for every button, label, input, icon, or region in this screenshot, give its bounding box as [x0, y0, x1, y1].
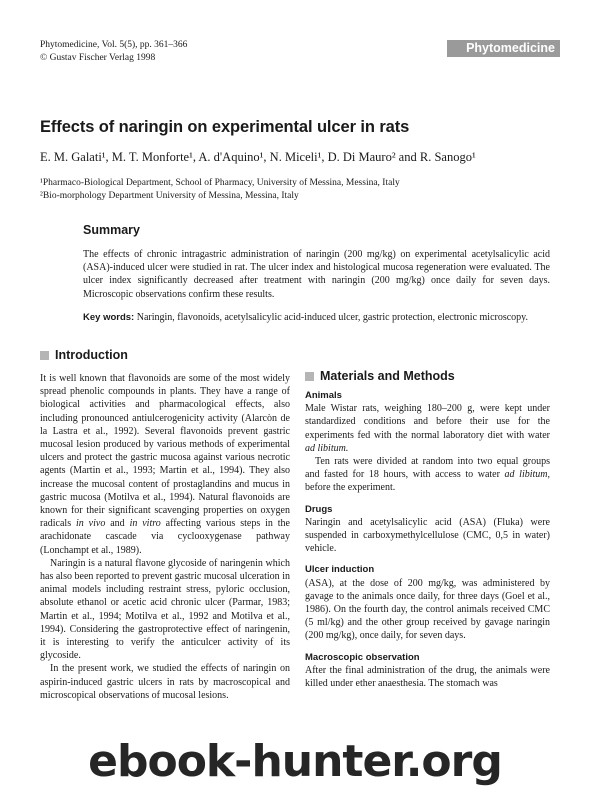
intro-paragraph-3: In the present work, we studied the effects of naringin on aspirin-induced gastric ulcers in rats by macroscopical and microscopical observations of mucosal lesions.: [40, 663, 290, 701]
ulcer-induction-subheading: Ulcer induction: [305, 564, 375, 576]
affiliation-1: ¹Pharmaco-Biological Department, School of Pharmacy, University of Messina, Messina, Italy: [40, 178, 400, 188]
macroscopic-subheading: Macroscopic observation: [305, 651, 420, 663]
summary-heading: Summary: [83, 223, 140, 237]
animals-paragraph-1: Male Wistar rats, weighing 180–200 g, were kept under standardized conditions and before their use for the experiments fed with the normal laboratory diet with water ad libitum.: [305, 403, 550, 454]
article-title: Effects of naringin on experimental ulcer in rats: [40, 118, 410, 136]
ulcer-induction-paragraph: (ASA), at the dose of 200 mg/kg, was administered by gavage to the animals once daily, for three days (Goel et al., 1986). On the fourth day, the control animals received CMC (5 ml/kg) and the other group received by gavage naringin (200 mg/kg), once daily, for seven days.: [305, 577, 550, 642]
animals-paragraph-2: Ten rats were divided at random into two equal groups and fasted for 18 hours, with access to water ad libitum, before the experiment.: [305, 456, 550, 494]
macroscopic-paragraph: After the final administration of the drug, the animals were killed under ether anaesthesia. The stomach was: [305, 664, 550, 690]
intro-paragraph-1: It is well known that flavonoids are some of the most widely spread phenolic compounds in plants. They have a range of biological activities and pharmacological effects, also including pronounced antiulcerogenicity activity (Alarcòn de la Lastra et al., 1992). Several flavonoids prevent gastric mucosal lesion produced by various methods of experimental ulcers and protect the gastric mucosa against various necrotic agents (Martin et al., 1993; Martin et al., 1994). They also increase the mucosal content of prostaglandins and mucus in gastric mucosa (Motilva et al., 1994). Natural flavonoids are known for their significant scavenging properties on oxygen radicals in vivo and in vitro affecting various steps in the arachidonate cascade via cyclooxygenase pathway (Lonchampt et al., 1989).: [40, 373, 290, 556]
section-square-icon: [40, 351, 49, 360]
affiliation-2: ²Bio-morphology Department University of Messina, Messina, Italy: [40, 191, 299, 201]
journal-citation: Phytomedicine, Vol. 5(5), pp. 361–366: [40, 40, 188, 50]
journal-brand-badge: Phytomedicine: [447, 40, 560, 57]
methods-heading: [305, 369, 455, 383]
introduction-heading: [40, 348, 128, 362]
keywords-text: Naringin, flavonoids, acetylsalicylic acid-induced ulcer, gastric protection, electronic microscopy.: [134, 312, 529, 323]
summary-text: The effects of chronic intragastric administration of naringin (200 mg/kg) on experimental acetylsalicylic acid (ASA)-induced ulcer were studied in rat. The ulcer index and histological mucosa regeneration were evaluated. The ulcer index significantly decreased after treatment with naringin (200 mg/kg) once daily for seven days. Microscopic observations confirm these results.: [83, 249, 550, 300]
keywords: [83, 311, 550, 324]
animals-subheading: Animals: [305, 390, 342, 401]
intro-paragraph-2: Naringin is a natural flavone glycoside of naringenin which has also been reported to prevent gastric mucosal ulceration in animal models including restraint stress, pyloric occlusion, absolute ethanol or acetic acid chronic ulcer (Parmar, 1983; Martin et al., 1994; Motilva et al., 1992 and Motilva et al., 1994). Considering the gastroprotective effect of naringenin, it is interesting to verify the anticulcer activity of its glycoside.: [40, 557, 290, 662]
drugs-paragraph: Naringin and acetylsalicylic acid (ASA) (Fluka) were suspended in carboxymethylcellulose (CMC, 0,5 in water) vehicle.: [305, 516, 550, 555]
introduction-heading-text: Introduction: [55, 348, 128, 362]
publisher-line: © Gustav Fischer Verlag 1998: [40, 53, 156, 63]
drugs-subheading: Drugs: [305, 503, 333, 515]
keywords-label: Key words:: [83, 312, 135, 323]
introduction-body: [40, 372, 290, 702]
watermark-text: ebook-hunter.org: [88, 736, 502, 787]
section-square-icon: [305, 372, 314, 381]
author-list: E. M. Galati¹, M. T. Monforte¹, A. d'Aquino¹, N. Miceli¹, D. Di Mauro² and R. Sanogo¹: [40, 150, 476, 164]
methods-body: [305, 389, 550, 690]
methods-heading-text: Materials and Methods: [320, 369, 455, 383]
